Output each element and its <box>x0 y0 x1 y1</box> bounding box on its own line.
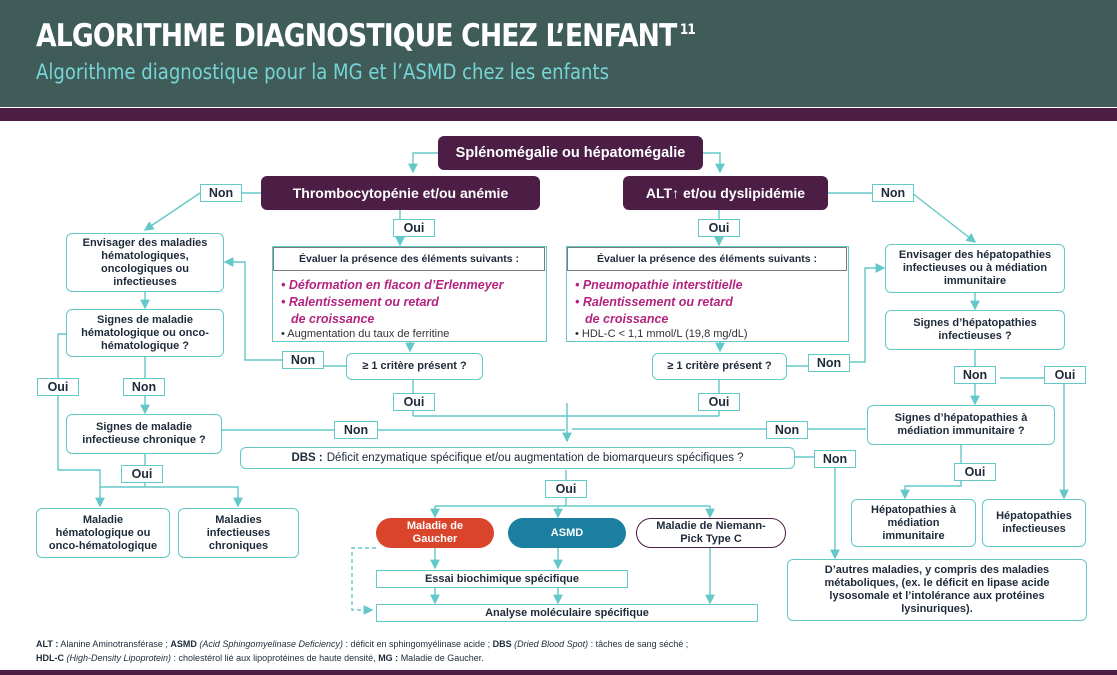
node-other-diseases: D’autres maladies, y compris des maladies métaboliques, (ex. le déficit en lipase acide lysosomale et l’intolérance aux protéines lysinuriques). <box>787 559 1087 621</box>
node-gaucher: Maladie de Gaucher <box>376 518 494 548</box>
dbs-text: Déficit enzymatique spécifique et/ou augmentation de biomarqueurs spécifiques ? <box>326 451 744 464</box>
left-criterion-growth-cont: de croissance <box>291 312 375 326</box>
right-evaluation-heading: Évaluer la présence des éléments suivants : <box>567 247 847 271</box>
node-consider-hepato: Envisager des hépatopathies infectieuses ou à médiation immunitaire <box>885 244 1065 293</box>
label-non-hepato-immune: Non <box>766 421 808 439</box>
right-criterion-hdl: • HDL-C < 1,1 mmol/L (19,8 mg/dL) <box>575 328 748 340</box>
node-signs-hepato-infect: Signes d’hépatopathies infectieuses ? <box>885 310 1065 350</box>
right-criterion-growth-cont: de croissance <box>585 312 669 326</box>
label-non-signs-infect: Non <box>334 421 378 439</box>
right-criterion-growth: • Ralentissement ou retard <box>575 295 733 309</box>
page-subtitle: Algorithme diagnostique pour la MG et l’ASMD chez les enfants <box>36 60 610 84</box>
footer-band <box>0 670 1117 675</box>
label-oui-right-criteria: Oui <box>698 393 740 411</box>
label-oui-hepato-infect: Oui <box>1044 366 1086 384</box>
node-biochemical-assay: Essai biochimique spécifique <box>376 570 628 588</box>
node-disease-hemato: Maladie hématologique ou onco-hématologique <box>36 508 170 558</box>
node-molecular-analysis: Analyse moléculaire spécifique <box>376 604 758 622</box>
left-criteria-question: ≥ 1 critère présent ? <box>346 353 483 380</box>
label-non-right-main: Non <box>872 184 914 202</box>
node-consider-hemato: Envisager des maladies hématologiques, oncologiques ou infectieuses <box>66 233 224 292</box>
footer-abbreviations-line2: HDL-C (High-Density Lipoprotein) : cholestérol lié aux lipoprotéines de haute densité, MG : Maladie de Gaucher. <box>36 653 484 663</box>
dbs-label: DBS : <box>291 451 323 464</box>
footer-abbreviations-line1: ALT : Alanine Aminotransférase ; ASMD (Acid Sphingomyelinase Deficiency) : déficit en sphingomyélinase acide ; DBS (Dried Blood Spot) : tâches de sang séché ; <box>36 639 689 649</box>
left-criterion-growth: • Ralentissement ou retard <box>281 295 439 309</box>
node-signs-hemato: Signes de maladie hématologique ou onco-hématologique ? <box>66 309 224 357</box>
label-oui-signs-hemato: Oui <box>37 378 79 396</box>
label-oui-hepato-immune: Oui <box>954 463 996 481</box>
right-evaluation-box <box>566 246 849 342</box>
right-criteria-question: ≥ 1 critère présent ? <box>652 353 787 380</box>
left-evaluation-heading: Évaluer la présence des éléments suivants : <box>273 247 545 271</box>
page-title: ALGORITHME DIAGNOSTIQUE CHEZ L’ENFANT $^{11}$ <box>36 18 695 54</box>
label-non-signs-hemato: Non <box>123 378 165 396</box>
node-signs-hepato-immune: Signes d’hépatopathies à médiation immunitaire ? <box>867 405 1055 445</box>
left-evaluation-box <box>272 246 547 342</box>
label-non-hepato-infect: Non <box>954 366 996 384</box>
node-thrombocytopenia: Thrombocytopénie et/ou anémie <box>261 176 540 210</box>
node-splenomegaly: Splénomégalie ou hépatomégalie <box>438 136 703 170</box>
label-non-left-criteria: Non <box>282 351 324 369</box>
node-dbs-question <box>240 447 795 469</box>
label-non-left-main: Non <box>200 184 242 202</box>
label-oui-signs-infect: Oui <box>121 465 163 483</box>
label-oui-right-main: Oui <box>698 219 740 237</box>
node-hepato-infect: Hépatopathies infectieuses <box>982 499 1086 547</box>
node-signs-infect: Signes de maladie infectieuse chronique ? <box>66 414 222 454</box>
node-alt-dyslipidemia: ALT↑ et/ou dyslipidémie <box>623 176 828 210</box>
node-niemann-pick: Maladie de Niemann-Pick Type C <box>636 518 786 548</box>
label-non-dbs: Non <box>814 450 856 468</box>
node-asmd: ASMD <box>508 518 626 548</box>
left-criterion-ferritin: • Augmentation du taux de ferritine <box>281 328 450 340</box>
label-non-right-criteria: Non <box>808 354 850 372</box>
node-disease-infect: Maladies infectieuses chroniques <box>178 508 299 558</box>
label-oui-left-main: Oui <box>393 219 435 237</box>
label-oui-dbs: Oui <box>545 480 587 498</box>
label-oui-left-criteria: Oui <box>393 393 435 411</box>
node-hepato-immune: Hépatopathies à médiation immunitaire <box>851 499 976 547</box>
reference-number: 11 <box>679 22 695 38</box>
left-criterion-erlenmeyer: • Déformation en flacon d’Erlenmeyer <box>281 278 504 292</box>
right-criterion-pneumopathy: • Pneumopathie interstitielle <box>575 278 743 292</box>
